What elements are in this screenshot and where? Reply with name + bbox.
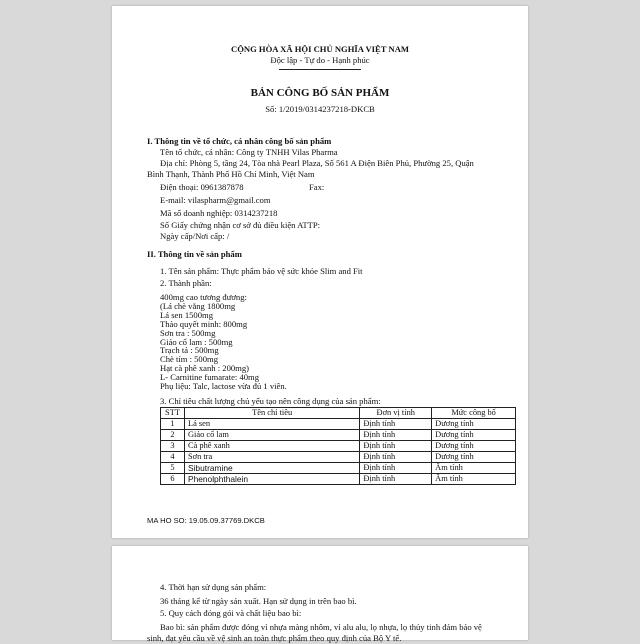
packaging-line-1: Bao bì: sản phẩm được đóng vỉ nhựa màng nhôm, vỉ alu alu, lọ nhựa, lọ thủy tinh đảm bảo vệ (160, 622, 482, 632)
packaging-line-2: sinh, đạt yêu cầu về vệ sinh an toàn thực phẩm theo quy định của Bộ Y tế. (147, 633, 402, 643)
cell-criteria: Giảo cổ lam (184, 430, 359, 441)
phone: Điện thoại: 0961387878 (160, 182, 244, 192)
address-line-1: Địa chỉ: Phòng 5, tầng 24, Tòa nhà Pearl Plaza, Số 561 A Điện Biên Phủ, Phường 25, Quận (160, 158, 474, 168)
republic-header: CỘNG HÒA XÃ HỘI CHỦ NGHĨA VIỆT NAM (230, 44, 410, 54)
record-code: MA HO SO: 19.05.09.37769.DKCB (147, 516, 265, 525)
ingredient-line: Phụ liệu: Talc, lactose vừa đủ 1 viên. (160, 381, 287, 392)
cell-level: Dương tính (432, 441, 516, 452)
address-line-2: Bình Thạnh, Thành Phố Hồ Chí Minh, Việt Nam (147, 169, 315, 179)
document-title: BẢN CÔNG BỐ SẢN PHẨM (250, 87, 390, 99)
cell-level: Dương tính (432, 430, 516, 441)
table-row (161, 441, 516, 452)
quality-criteria-table (160, 407, 516, 485)
ingredient-line: Sơn tra : 500mg (160, 327, 216, 338)
food-safety-cert: Số Giấy chứng nhận cơ sở đủ điều kiện ATTP: (160, 220, 321, 230)
cell-stt: 3 (161, 441, 185, 452)
packaging-heading: 5. Quy cách đóng gói và chất liệu bao bì: (160, 608, 302, 618)
cell-unit: Định tính (360, 474, 432, 485)
cell-level: Âm tính (432, 474, 516, 485)
ingredient-line: L- Carnitine fumarate: 40mg (160, 372, 260, 383)
header-level: Mức công bố (432, 408, 516, 419)
ingredient-line: Lá sen 1500mg (160, 309, 213, 320)
issue-date: Ngày cấp/Nơi cấp: / (160, 231, 230, 241)
ingredient-line: 400mg cao tương đương: (160, 292, 247, 302)
national-motto: Độc lập - Tự do - Hạnh phúc (270, 55, 370, 65)
table-row (161, 430, 516, 441)
cell-stt: 1 (161, 419, 185, 430)
cell-criteria: Sibutramine (184, 463, 359, 474)
document-number: Số: 1/2019/0314237218-DKCB (265, 104, 375, 114)
table-row (161, 463, 516, 474)
table-row (161, 452, 516, 463)
ingredient-line: (Lá chè vằng 1800mg (160, 300, 236, 311)
ingredient-line: Hạt cà phê xanh : 200mg) (160, 363, 250, 374)
cell-stt: 2 (161, 430, 185, 441)
quality-table-heading: 3. Chỉ tiêu chất lượng chủ yếu tạo nên công dụng của sản phẩm: (160, 396, 381, 406)
ingredient-line: Trạch tả : 500mg (160, 345, 219, 356)
ingredient-line: Giảo cổ lam : 500mg (160, 336, 233, 347)
header-stt: STT (161, 408, 185, 419)
header-unit: Đơn vị tính (360, 408, 432, 419)
ingredients-list (160, 293, 287, 391)
cell-stt: 5 (161, 463, 185, 474)
shelf-life: 36 tháng kể từ ngày sản xuất. Hạn sử dụng in trên bao bì. (160, 596, 357, 606)
header-criteria: Tên chỉ tiêu (184, 408, 359, 419)
cell-criteria: Cà phê xanh (184, 441, 359, 452)
cell-criteria: Lá sen (184, 419, 359, 430)
cell-level: Dương tính (432, 452, 516, 463)
cell-level: Âm tính (432, 463, 516, 474)
section-1-heading: I. Thông tin về tổ chức, cá nhân công bố sản phẩm (147, 136, 332, 146)
cell-stt: 4 (161, 452, 185, 463)
ingredients-heading: 2. Thành phần: (160, 278, 212, 288)
tax-code: Mã số doanh nghiệp: 0314237218 (160, 208, 278, 218)
table-header-row (161, 408, 516, 419)
ingredient-line: Chè tím : 500mg (160, 354, 219, 365)
cell-stt: 6 (161, 474, 185, 485)
document-page-1 (112, 6, 528, 538)
cell-unit: Định tính (360, 452, 432, 463)
table-row (161, 419, 516, 430)
product-name: 1. Tên sản phẩm: Thực phẩm bảo vệ sức khỏe Slim and Fit (160, 266, 363, 276)
table-row (161, 474, 516, 485)
cell-level: Dương tính (432, 419, 516, 430)
shelf-life-heading: 4. Thời hạn sử dụng sản phẩm: (160, 582, 267, 592)
cell-unit: Định tính (360, 430, 432, 441)
cell-unit: Định tính (360, 419, 432, 430)
cell-unit: Định tính (360, 441, 432, 452)
section-2-heading: II. Thông tin về sản phẩm (147, 249, 242, 259)
cell-unit: Định tính (360, 463, 432, 474)
cell-criteria: Phenolphthalein (184, 474, 359, 485)
document-page-2 (112, 546, 528, 643)
ingredient-line: Thảo quyết minh: 800mg (160, 318, 248, 329)
cell-criteria: Sơn tra (184, 452, 359, 463)
motto-underline (279, 69, 361, 70)
org-name: Tên tổ chức, cá nhân: Công ty TNHH Vilas Pharma (160, 147, 338, 157)
fax: Fax: (309, 182, 325, 192)
email: E-mail: vilaspharm@gmail.com (160, 195, 271, 205)
